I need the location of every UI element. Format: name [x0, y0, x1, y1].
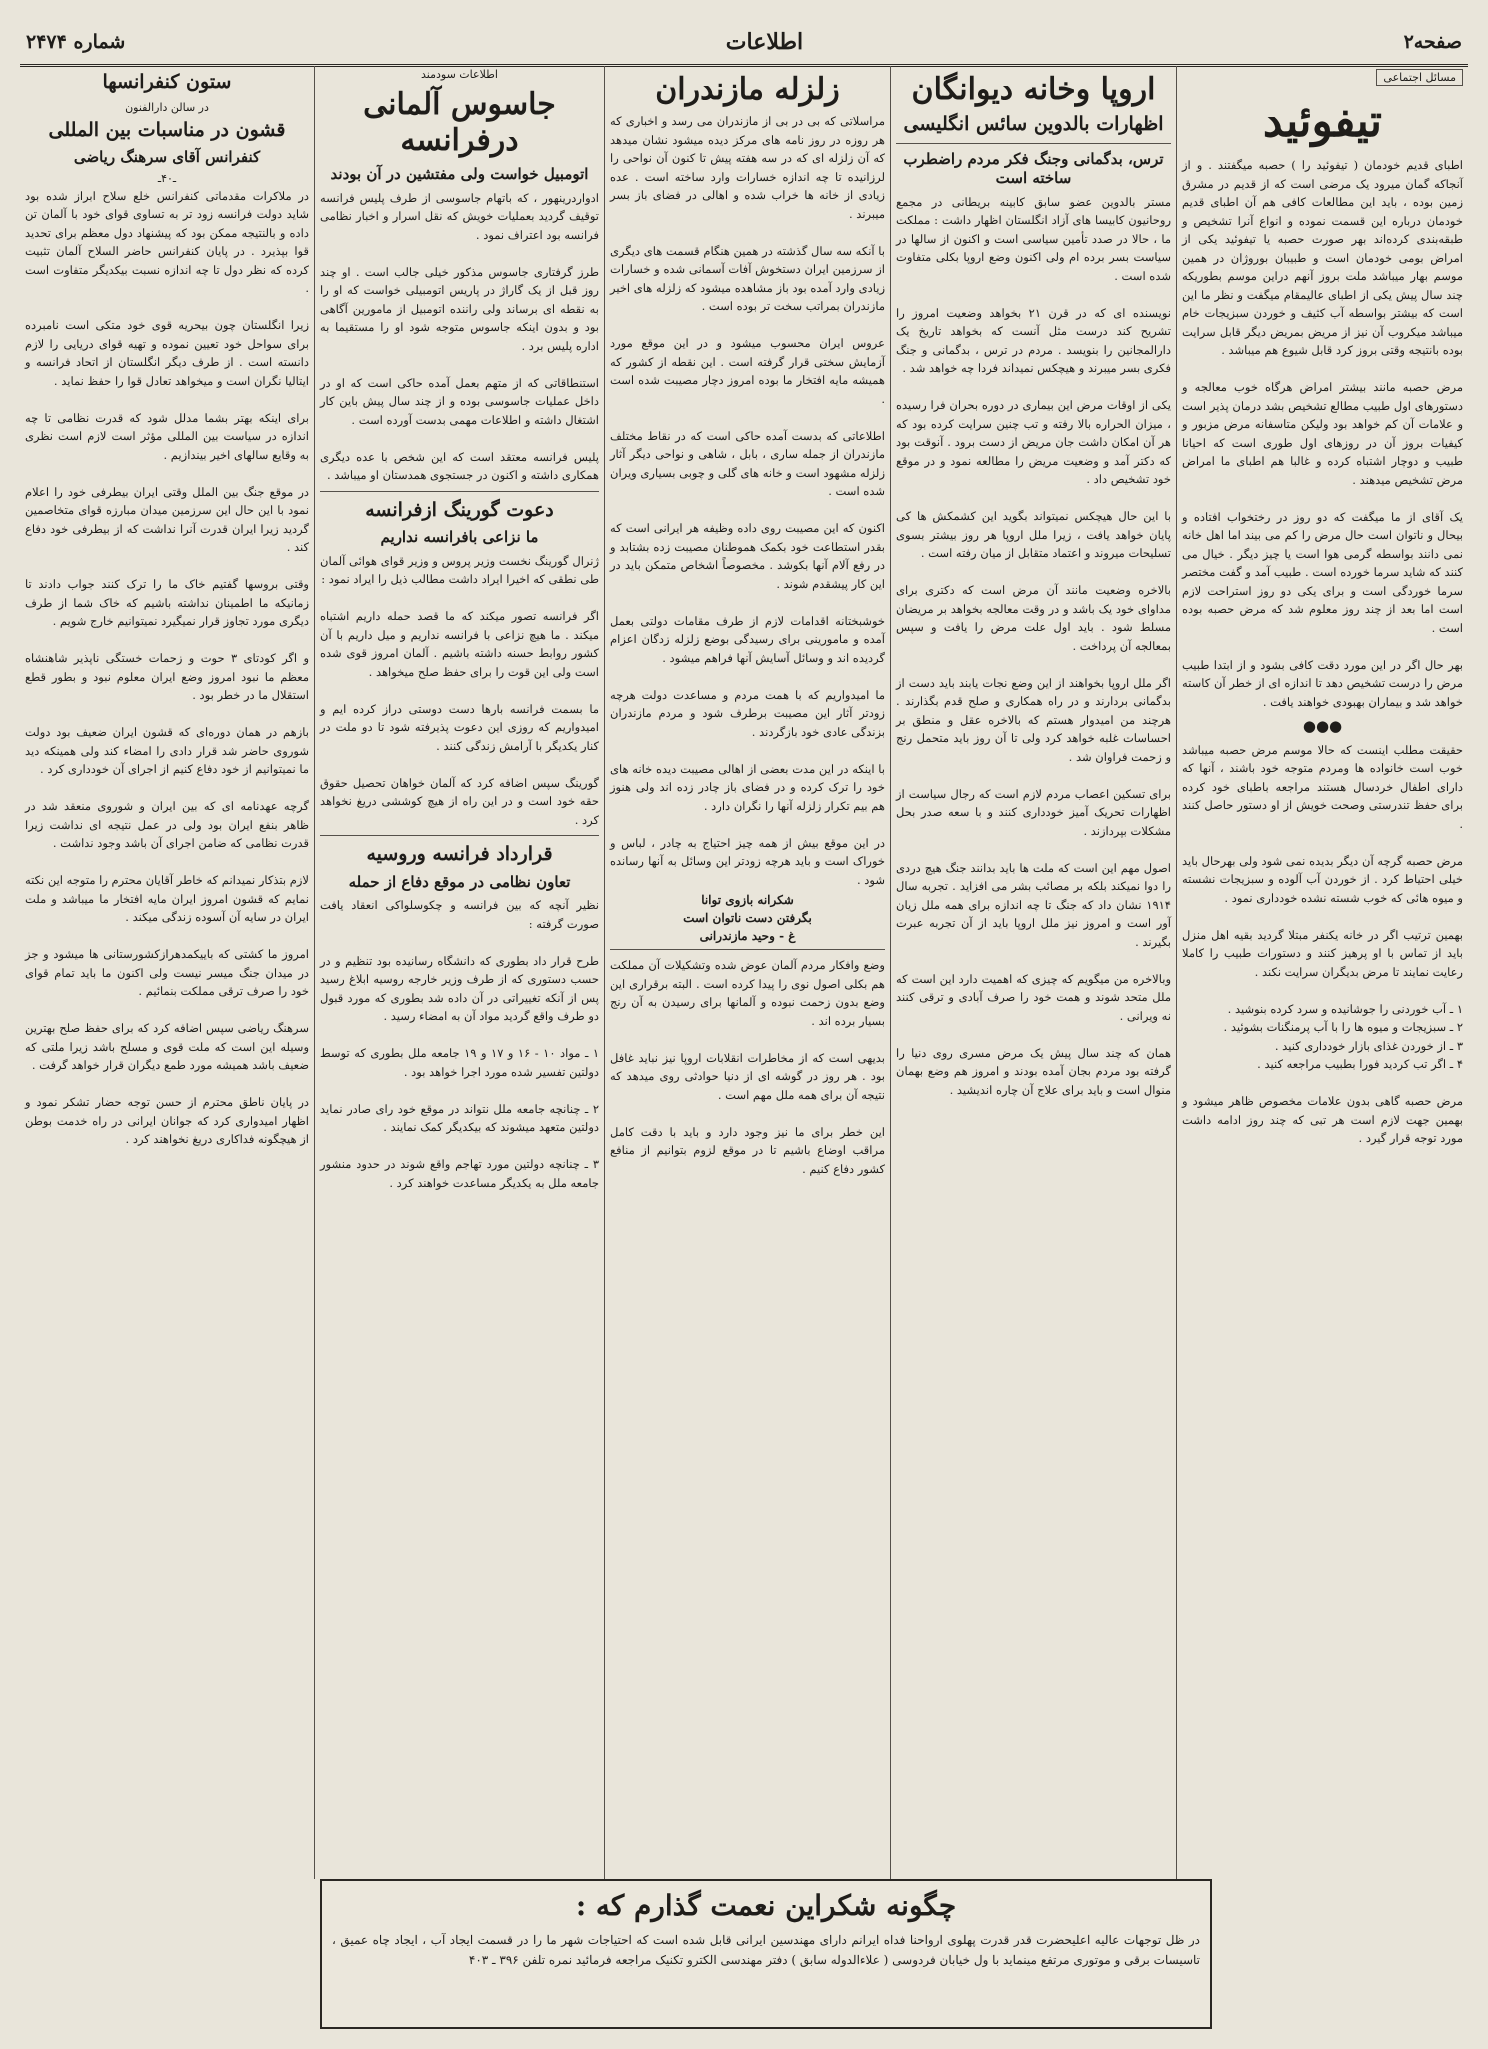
- section-tag-conferences: ستون کنفرانسها: [102, 71, 232, 93]
- article-title-treaty: قرارداد فرانسه وروسیه: [366, 843, 553, 866]
- columns: [20, 66, 1468, 2029]
- article-body-conference: در ملاکرات مقدماتی کنفرانس خلع سلاح ابراز شده بود شاید دولت فرانسه زود تر به تساوی قوای خود با آلمان تن داده و بالنتیجه ممکن بود که پیشنهاد دول معظم برای تحدید قوا بپذیرد . در پایان کنفرانس حاضر السلاح آلمان تثبیت کرده که نظر دول تا چه اندازه نسبت بیکدیگر متفاوت است . زیرا انگلستان چون بیحریه قوی خود متکی است نامبرده برای سواحل خود تعیین نموده و تهیه قوای دریایی را لازم دانسته است . از طرف دیگر انگلستان از اتحاد فرانسه و ایتالیا نگران است و میخواهد تعادل قوا را حفظ نماید . برای اینکه بهتر بشما مدلل شود که قدرت نظامی تا چه اندازه در سیاست بین المللی مؤثر است لازم است نظری به وقایع سالهای اخیر بیندازیم . در موقع جنگ بین الملل وقتی ایران بیطرفی خود را اعلام نمود با این حال این سرزمین میدان مبارزه قوای متخاصمین گردید زیرا ایران قدرت آنرا نداشت که از بیطرفی خود دفاع کند . وقتی بروسها گفتیم خاک ما را ترک کنند جواب دادند تا زمانیکه ما اطمینان نداشته باشیم که خاک شما از طرف دیگری مورد تجاوز قرار نمیگیرد نمیتوانیم خارج شویم . و اگر کودتای ۳ حوت و زحمات خستگی ناپذیر شاهنشاه معظم ما نبود امروز وضع ایران معلوم نبود و بطور قطع استقلال ما در خطر بود . بازهم در همان دوره‌ای که قشون ایران ضعیف بود دولت شوروی حاضر شد قرار دادی را امضاء کند ولی همینکه دید ما نمیتوانیم از خود دفاع کنیم از اجرای آن خودداری کرد . گرچه عهدنامه ای که بین ایران و شوروی منعقد شد در ظاهر بنفع ایران بود ولی در عمل نتیجه ای نداشت زیرا قدرت نظامی که ضامن اجرای آن باشد وجود نداشت . لازم بتذکار نمیدانم که خاطر آقایان محترم را متوجه این نکته نمایم که قشون امروز ایران مایه افتخار ما میباشد و ملت ایران در سایه آن آسوده زندگی میکند . امروز ما کشتی که باییکمدهرازکشورستانی ها میشود و جز در میدان جنگ میسر نیست ولی اکنون ما باید تمام قوای خود را صرف ترقی مملکت بنمائیم . سرهنگ ریاضی سپس اضافه کرد که برای حفظ صلح بهترین وسیله این است که ملت قوی و مسلح باشد زیرا ملتی که ضعیف باشد همیشه مورد طمع دیگران قرار خواهد گرفت . در پایان ناطق محترم از حسن توجه حضار تشکر نمود و اظهار امیدواری کرد که جوانان ایرانی در راه خدمت بوطن از هیچگونه فداکاری دریغ نخواهند کرد .: [25, 188, 310, 1147]
- installment-number: ـ۴۰ـ: [157, 171, 177, 185]
- article-body-invite: ژنرال گورینگ نخست وزیر پروس و وزیر قوای هوائی آلمان طی نطقی که اخیرا ایراد داشت مطالب ذیل را ایراد نمود : اگر فرانسه تصور میکند که ما قصد حمله داریم اشتباه میکند . ما هیچ نزاعی با فرانسه نداریم و میل داریم با آن کشور روابط حسنه داشته باشیم . آلمان امروز قوی شده است ولی این قوت را برای حفظ صلح میخواهد . ما بسمت فرانسه بارها دست دوستی دراز کرده ایم و امیدواریم که روزی این دعوت پذیرفته شود تا دو ملت در کنار یکدیگر با آرامش زندگی کنند . گورینگ سپس اضافه کرد که آلمان خواهان تحصیل حقوق حقه خود است و در این راه از هیچ کوششی دریغ نخواهد کرد .: [320, 553, 599, 827]
- article-body-earthquake: مراسلاتی که بی در بی از مازندران می رسد و اخباری که هر روزه در روز نامه های مرکز دیده میشود نشان میدهد که آن زلزله ای که در سه هفته پیش تا کنون آن نواحی را لرزانیده تا چه اندازه خسارات وارد ساخته است . عده زیادی از خانه ها خراب شده و اهالی در فضای باز بسر میبرند . با آنکه سه سال گذشته در همین هنگام قسمت های دیگری از سرزمین ایران دستخوش آفات آسمانی شده و خسارات زیادی وارد آمده بود باز مشاهده میشود که زلزله های اخیر مازندران بمراتب سخت تر بوده است . عروس ایران محسوب میشود و در این موقع مورد آزمایش سختی قرار گرفته است . این نقطه از کشور که همیشه مایه افتخار ما بوده امروز دچار مصیبت شده است . اطلاعاتی که بدست آمده حاکی است که در نقاط مختلف مازندران از جمله ساری ، بابل ، شاهی و نواحی دیگر آثار زلزله مشهود است و خانه های گلی و چوبی بسیاری ویران شده است . اکنون که این مصیبت روی داده وظیفه هر ایرانی است که بقدر استطاعت خود بکمک هموطنان مصیبت زده بشتابد و در رفع آلام آنها بکوشد . مخصوصاً اشخاص متمکن باید در این کار پیشقدم شوند . خوشبختانه اقدامات لازم از طرف مقامات دولتی بعمل آمده و مامورینی برای رسیدگی بوضع زلزله زدگان اعزام گردیده اند و وسائل آسایش آنها فراهم میشود . ما امیدواریم که با همت مردم و مساعدت دولت هرچه زودتر آثار این مصیبت برطرف شود و مردم مازندران بزندگی عادی خود بازگردند . با اینکه در این مدت بعضی از اهالی مصیبت دیده خانه های خود را ترک کرده و در فضای باز چادر زده اند ولی هنوز هم بیم تکرار زلزله آنها را نگران دارد . در این موقع بیش از همه چیز احتیاج به چادر ، لباس و خوراک است و باید هرچه زودتر این وسائل به آنها رسانده شود .: [610, 114, 885, 887]
- column-conferences: [20, 66, 314, 2029]
- issue-number: شماره ۲۴۷۴: [26, 31, 126, 53]
- divider: [610, 949, 885, 950]
- article-title-europe: اروپا وخانه دیوانگان: [911, 72, 1156, 107]
- article-title-earthquake: زلزله مازندران: [655, 72, 840, 107]
- article-title-typhoid: تیفوئید: [1262, 96, 1383, 147]
- article-body-treaty: نظیر آنچه که بین فرانسه و چکوسلواکی انعقاد یافت صورت گرفته : طرح قرار داد بطوری که دانشگاه رسانیده بود تنظیم و در حسب دستوری که از طرف وزیر خارجه روسیه ابلاغ رسید پس از آنکه تغییراتی در آن داده شد بطوری که مورد قبول دو طرف واقع گردید مواد آن به امضاء رسید . ۱ ـ مواد ۱۰ - ۱۶ و ۱۷ و ۱۹ جامعه ملل بطوری که توسط دولتین تفسیر شده مورد اجرا خواهد بود . ۲ ـ چنانچه جامعه ملل نتواند در موقع خود رای صادر نماید دولتین متعهد میشوند که بیکدیگر کمک نمایند . ۳ ـ چنانچه دولتین مورد تهاجم واقع شوند در حدود منشور جامعه ملل به یکدیگر مساعدت خواهند کرد .: [320, 898, 599, 1190]
- article-body-typhoid: اطبای قدیم خودمان ( تیفوئید را ) حصبه میگفتند . و از آنجاکه گمان میرود یک مرضی است که از قدیم در مشرق زمین بوده ، باید این مطالعات کافی هم آن اطبای قدیم خودمان درباره این قسمت نموده و انواع آنرا تشخیص و طبقه‌بندی کرده‌اند بهر صورت حصبه یا تیفوئید یکی از امراض بومی خودمان است و طبیبان بوروژان در همین موسم بهار میباشد ملت بروز آنهم دراین موسم بطوریکه چند سال پیش یکی از اطبای عالیمقام میگفت و نظر ما این است که بیشتر بواسطه آب کثیف و خوردن سبزیجات خام میباشد میکروب آن نیز از مریض بمریض دیگر قابل سرایت بوده بانتیجه وقتی بروز کرد قابل شیوع هم میباشد . مرض حصبه مانند بیشتر امراض هرگاه خوب معالجه و دستورهای اول طبیب مطالع تشخیص بشد درمان پذیر است و علامات آن کم خواهد بود ولیکن متاسفانه مرض مزبور و کیفیات بروز آن در روزهای اول طوری است که احیانا طبیب و دوچار اشتباه کرده و غالبا هم اطبای ما امراض مرض تشخیص میدهند . یک آقای از ما میگفت که دو روز در رختخواب افتاده و بیحال و ناتوان است حال مرض را کم می بیند اما اهل خانه نمی دانند بواسطه گرمی هوا است یا چیز دیگر . خیال می کنند که شاید سرما خورده است . طبیب آمد و گفت مختصر سرما خوردگی است و برای یکی دو روز استراحت لازم است اما بعد از چند روز معلوم شد که مرض حصبه بوده است . بهر حال اگر در این مورد دقت کافی بشود و از ابتدا طبیب مرض را درست تشخیص دهد تا اندازه ای از خطر آن کاسته خواهد شد و بیماران بهبودی خواهند یافت .: [1182, 158, 1463, 709]
- article-kicker-spy: اطلاعات سودمند: [421, 68, 498, 81]
- page-number: صفحه۲: [1403, 31, 1462, 53]
- divider: [320, 835, 599, 836]
- article-subtitle-treaty: تعاون نظامی در موقع دفاع از حمله: [348, 872, 571, 891]
- divider: [896, 143, 1171, 144]
- article-body-spy: ادواردرینهور ، که باتهام جاسوسی از طرف پلیس فرانسه توقیف گردید بعملیات خویش که نقل اسرار و اخبار نظامی فرانسه بود اعتراف نمود . طرز گرفتاری جاسوس مذکور خیلی جالب است . او چند روز قبل از یک گاراژ در پاریس اتومبیلی خواست که او را به نقطه ای برساند ولی راننده اتومبیل از مامورین آگاهی بود و بدون اینکه جاسوس متوجه شود او را مستقیما به اداره پلیس برد . استنطاقاتی که از متهم بعمل آمده حاکی است که او در داخل عملیات جاسوسی بوده و از چند سال پیش باین کار اشتغال داشته و اطلاعات مهمی بدست آورده است . پلیس فرانسه معتقد است که این شخص با عده دیگری همکاری داشته و اکنون در جستجوی همدستان او میباشد .: [320, 190, 599, 482]
- article-subtitle-invite: ما نزاعی بافرانسه نداریم: [380, 528, 539, 547]
- article-body-continued: وضع وافکار مردم آلمان عوض شده وتشکیلات آن مملکت هم بکلی اصول نوی را پیدا کرده است . البته برقراری این وضع بدون زحمت نبوده و آلمانها برای رسیدن به آن رنج بسیار برده اند . بدیهی است که از مخاطرات انقلابات اروپا نیز نباید غافل بود . هر روز در گوشه ای از دنیا حوادثی روی میدهد که نتیجه آن برای همه ملل مهم است . این خطر برای ما نیز وجود دارد و باید با دقت کامل مراقب اوضاع باشیم تا در موقع لزوم بتوانیم از منافع کشور دفاع کنیم .: [610, 958, 885, 1176]
- section-separator: ●●●: [1302, 717, 1343, 736]
- article-subtitle-spy: اتومبیل خواست ولی مفتشین در آن بودند: [330, 165, 589, 183]
- newspaper-title: اطلاعات: [725, 29, 804, 55]
- advertisement-title: چگونه شکراین نعمت گذارم که :: [575, 1889, 957, 1922]
- poem-line-1: شکرانه بازوی توانا: [701, 893, 794, 907]
- column-earthquake: [604, 66, 890, 1879]
- author-signature: غ - وحید مازندرانی: [699, 929, 796, 943]
- article-body-typhoid-2: حقیقت مطلب اینست که حالا موسم مرض حصبه میباشد خوب است خانواده ها ومردم متوجه خود باشند ، آنها که دارای اطفال خردسال هستند مراجعه باطبای خود کرده برای حفظ تندرستی وصحت خویش از او دستور حاصل کنند . مرض حصبه گرچه آن دیگر بدیده نمی شود ولی بهرحال باید خیلی احتیاط کرد . از خوردن آب آلوده و سبزیجات نشسته و میوه هائی که خوب شسته نشده خودداری نمود . بهمین ترتیب اگر در خانه یکنفر مبتلا گردید بقیه اهل منزل باید از تماس با او پرهیز کنند و دستورات طبیب را کاملا رعایت نمایند تا مرض بدیگران سرایت نکند . ۱ ـ آب خوردنی را جوشانیده و سرد کرده بنوشید . ۲ ـ سبزیجات و میوه ها را با آب پرمنگنات بشوئید . ۳ ـ از خوردن غذای بازار خودداری کنید . ۴ ـ اگر تب کردید فورا بطبیب مراجعه کنید . مرض حصبه گاهی بدون علامات مخصوص ظاهر میشود و بهمین جهت لازم است هر تبی که چند روز ادامه داشت مورد توجه قرار گیرد .: [1182, 742, 1463, 1146]
- advertisement-area: [20, 1879, 1468, 2029]
- article-title-conference: قشون در مناسبات بین المللی: [48, 118, 286, 141]
- article-title-invite: دعوت گورینگ ازفرانسه: [365, 498, 554, 521]
- masthead: [20, 20, 1468, 67]
- article-subtitle-europe: اظهارات بالدوین سائس انگلیسی: [903, 113, 1164, 135]
- advertisement-body: در ظل توجهات عالیه اعلیحضرت قدر قدرت پهلوی ارواحنا فداه ایرانم دارای مهندسین ایرانی قابل شده است که احتیاجات شهر ما را در قسمت ایجاد آب ، ایجاد چاه عمیق ، تاسیسات برقی و موتوری مرتفع مینماید با ول خیابان فردوسی ( علاءالدوله سابق ) دفتر مهندسی الکترو تکنیک مراجعه فرمائید نمره تلفن ۳۹۶ ـ ۴۰۳: [332, 1933, 1200, 1967]
- column-europe: [890, 66, 1176, 1879]
- column-spy: [314, 66, 604, 1879]
- poem-line-2: بگرفتن دست ناتوان است: [683, 911, 812, 925]
- divider: [320, 491, 599, 492]
- advertisement-box: [320, 1879, 1212, 2029]
- conference-venue: در سالن دارالفنون: [125, 100, 209, 114]
- article-body-europe: مستر بالدوین عضو سابق کابینه بریطانی در مجمع روحانیون کابیسا های آزاد انگلستان اظهار داشت : مملکت ما ، حالا در صدد تأمین سیاسی است و اکنون از سالها در سیاست بسر برده ام ولی اکنون وضع اروپا بکلی متفاوت شده است . نویسنده ای که در قرن ۲۱ بخواهد وضعیت امروز را تشریح کند درست مثل آنست که بخواهد تاریخ یک دارالمجانین را بنویسد . مردم در ترس ، بدگمانی و جنگ فکری بسر میبرند و هیچکس نمیداند فردا چه خواهد شد . یکی از اوقات مرض این بیماری در دوره بحران فرا رسیده ، میزان الحراره بالا رفته و تب چنین سرایت کرده بود که هر آن امکان داشت جان مریض از دست برود . آنوقت بود که دکتر آمد و وضعیت مریض را مطالعه نمود و در موقع خود تشخیص داد . با این حال هیچکس نمیتواند بگوید این کشمکش ها کی پایان خواهد یافت ، زیرا ملل اروپا هر روز بیشتر بسوی تسلیحات میروند و اعتماد متقابل از میان رفته است . بالاخره وضعیت مانند آن مرض است که دکتری برای مداوای خود یک باشد و در وقت معالجه بخواهد بر مریضان مسلط شود . باید اول علت مرض را یافت و سپس بمعالجه آن پرداخت . اگر ملل اروپا بخواهند از این وضع نجات یابند باید دست از بدگمانی بردارند و در راه همکاری و صلح قدم بگذارند . هرچند من امیدوار هستم که بالاخره عقل و منطق بر احساسات غلبه خواهد کرد ولی تا آن روز باید متحمل رنج و زحمت فراوان شد . برای تسکین اعصاب مردم لازم است که رجال سیاست از اظهارات تحریک آمیز خودداری کنند و با سعه صدر بحل مشکلات بپردازند . اصول مهم این است که ملت ها باید بدانند جنگ هیچ دردی را دوا نمیکند بلکه بر مصائب بشر می افزاید . تجربه سال ۱۹۱۴ نشان داد که جنگ تا چه اندازه برای همه ملل زیان آور است و امروز نیز ملل اروپا باید از آن تجربه عبرت بگیرند . وبالاخره من میگویم که چیزی که اهمیت دارد این است که ملل متحد شوند و همت خود را صرف آبادی و ترقی کنند نه ویرانی . همان که چند سال پیش یک مرض مسری روی دنیا را گرفته بود مردم بجان آمده بودند و امروز هم وضع بهمان منوال است و باید برای علاج آن چاره اندیشید .: [896, 194, 1171, 1097]
- section-tag: مسائل اجتماعی: [1376, 69, 1463, 86]
- article-kicker-europe: ترس، بدگمانی وجنگ فکر مردم راضطرب ساخته است: [903, 149, 1164, 188]
- article-subtitle-conference: کنفرانس آقای سرهنگ ریاضی: [73, 148, 261, 167]
- article-title-spy: جاسوس آلمانی درفرانسه: [363, 87, 556, 158]
- column-social-typhoid: [1176, 66, 1468, 2029]
